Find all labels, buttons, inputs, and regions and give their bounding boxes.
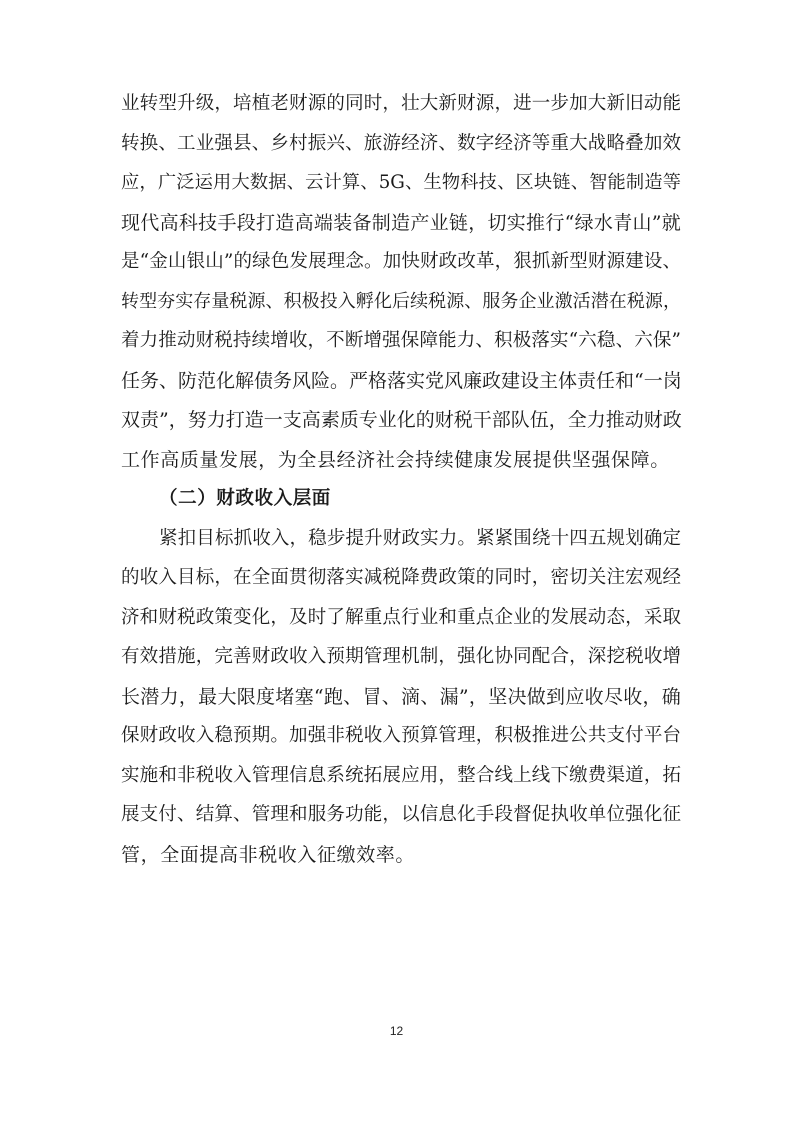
text-line: 转型夯实存量税源、积极投入孵化后续税源、服务企业激活潜在税源， [121, 290, 681, 312]
text-line: 实施和非税收入管理信息系统拓展应用，整合线上线下缴费渠道，拓 [121, 764, 681, 786]
text-line: 济和财税政策变化，及时了解重点行业和重点企业的发展动态，采取 [121, 606, 681, 628]
text-line: 现代高科技手段打造高端装备制造产业链，切实推行“绿水青山”就 [121, 211, 681, 234]
text-line: 管，全面提高非税收入征缴效率。 [121, 843, 416, 866]
text-line: 转换、工业强县、乡村振兴、旅游经济、数字经济等重大战略叠加效 [121, 132, 681, 154]
text-line: 着力推动财税持续增收，不断增强保障能力、积极落实“六稳、六保” [121, 330, 681, 351]
text-line: 有效措施，完善财政收入预期管理机制，强化协同配合，深挖税收增 [121, 646, 681, 667]
text-line: 长潜力，最大限度堵塞“跑、冒、滴、漏”，坚决做到应收尽收，确 [121, 685, 681, 708]
text-line: 业转型升级，培植老财源的同时，壮大新财源，进一步加大新旧动能 [121, 93, 681, 114]
text-line: 工作高质量发展，为全县经济社会持续健康发展提供坚强保障。 [121, 448, 670, 471]
text-line: 任务、防范化解债务风险。严格落实党风廉政建设主体责任和“一岗 [121, 369, 682, 392]
paragraph-revenue [121, 528, 681, 866]
document-body [121, 93, 681, 883]
section-heading: （二）财政收入层面 [159, 488, 331, 509]
text-line: 的收入目标，在全面贯彻落实减税降费政策的同时，密切关注宏观经 [121, 567, 681, 588]
text-line: 双责”，努力打造一支高素质专业化的财税干部队伍，全力推动财政 [121, 409, 682, 431]
text-line: 紧扣目标抓收入，稳步提升财政实力。紧紧围绕十四五规划确定 [159, 527, 681, 549]
text-line: 保财政收入稳预期。加强非税收入预算管理，积极推进公共支付平台 [121, 725, 681, 746]
text-line: 展支付、结算、管理和服务功能，以信息化手段督促执收单位强化征 [121, 804, 681, 825]
paragraph-continuation [121, 93, 681, 471]
page-number: 12 [389, 1024, 404, 1038]
text-line: 应，广泛运用大数据、云计算、5G、生物科技、区块链、智能制造等 [121, 172, 681, 193]
text-line: 是“金山银山”的绿色发展理念。加快财政改革，狠抓新型财源建设、 [121, 251, 681, 272]
